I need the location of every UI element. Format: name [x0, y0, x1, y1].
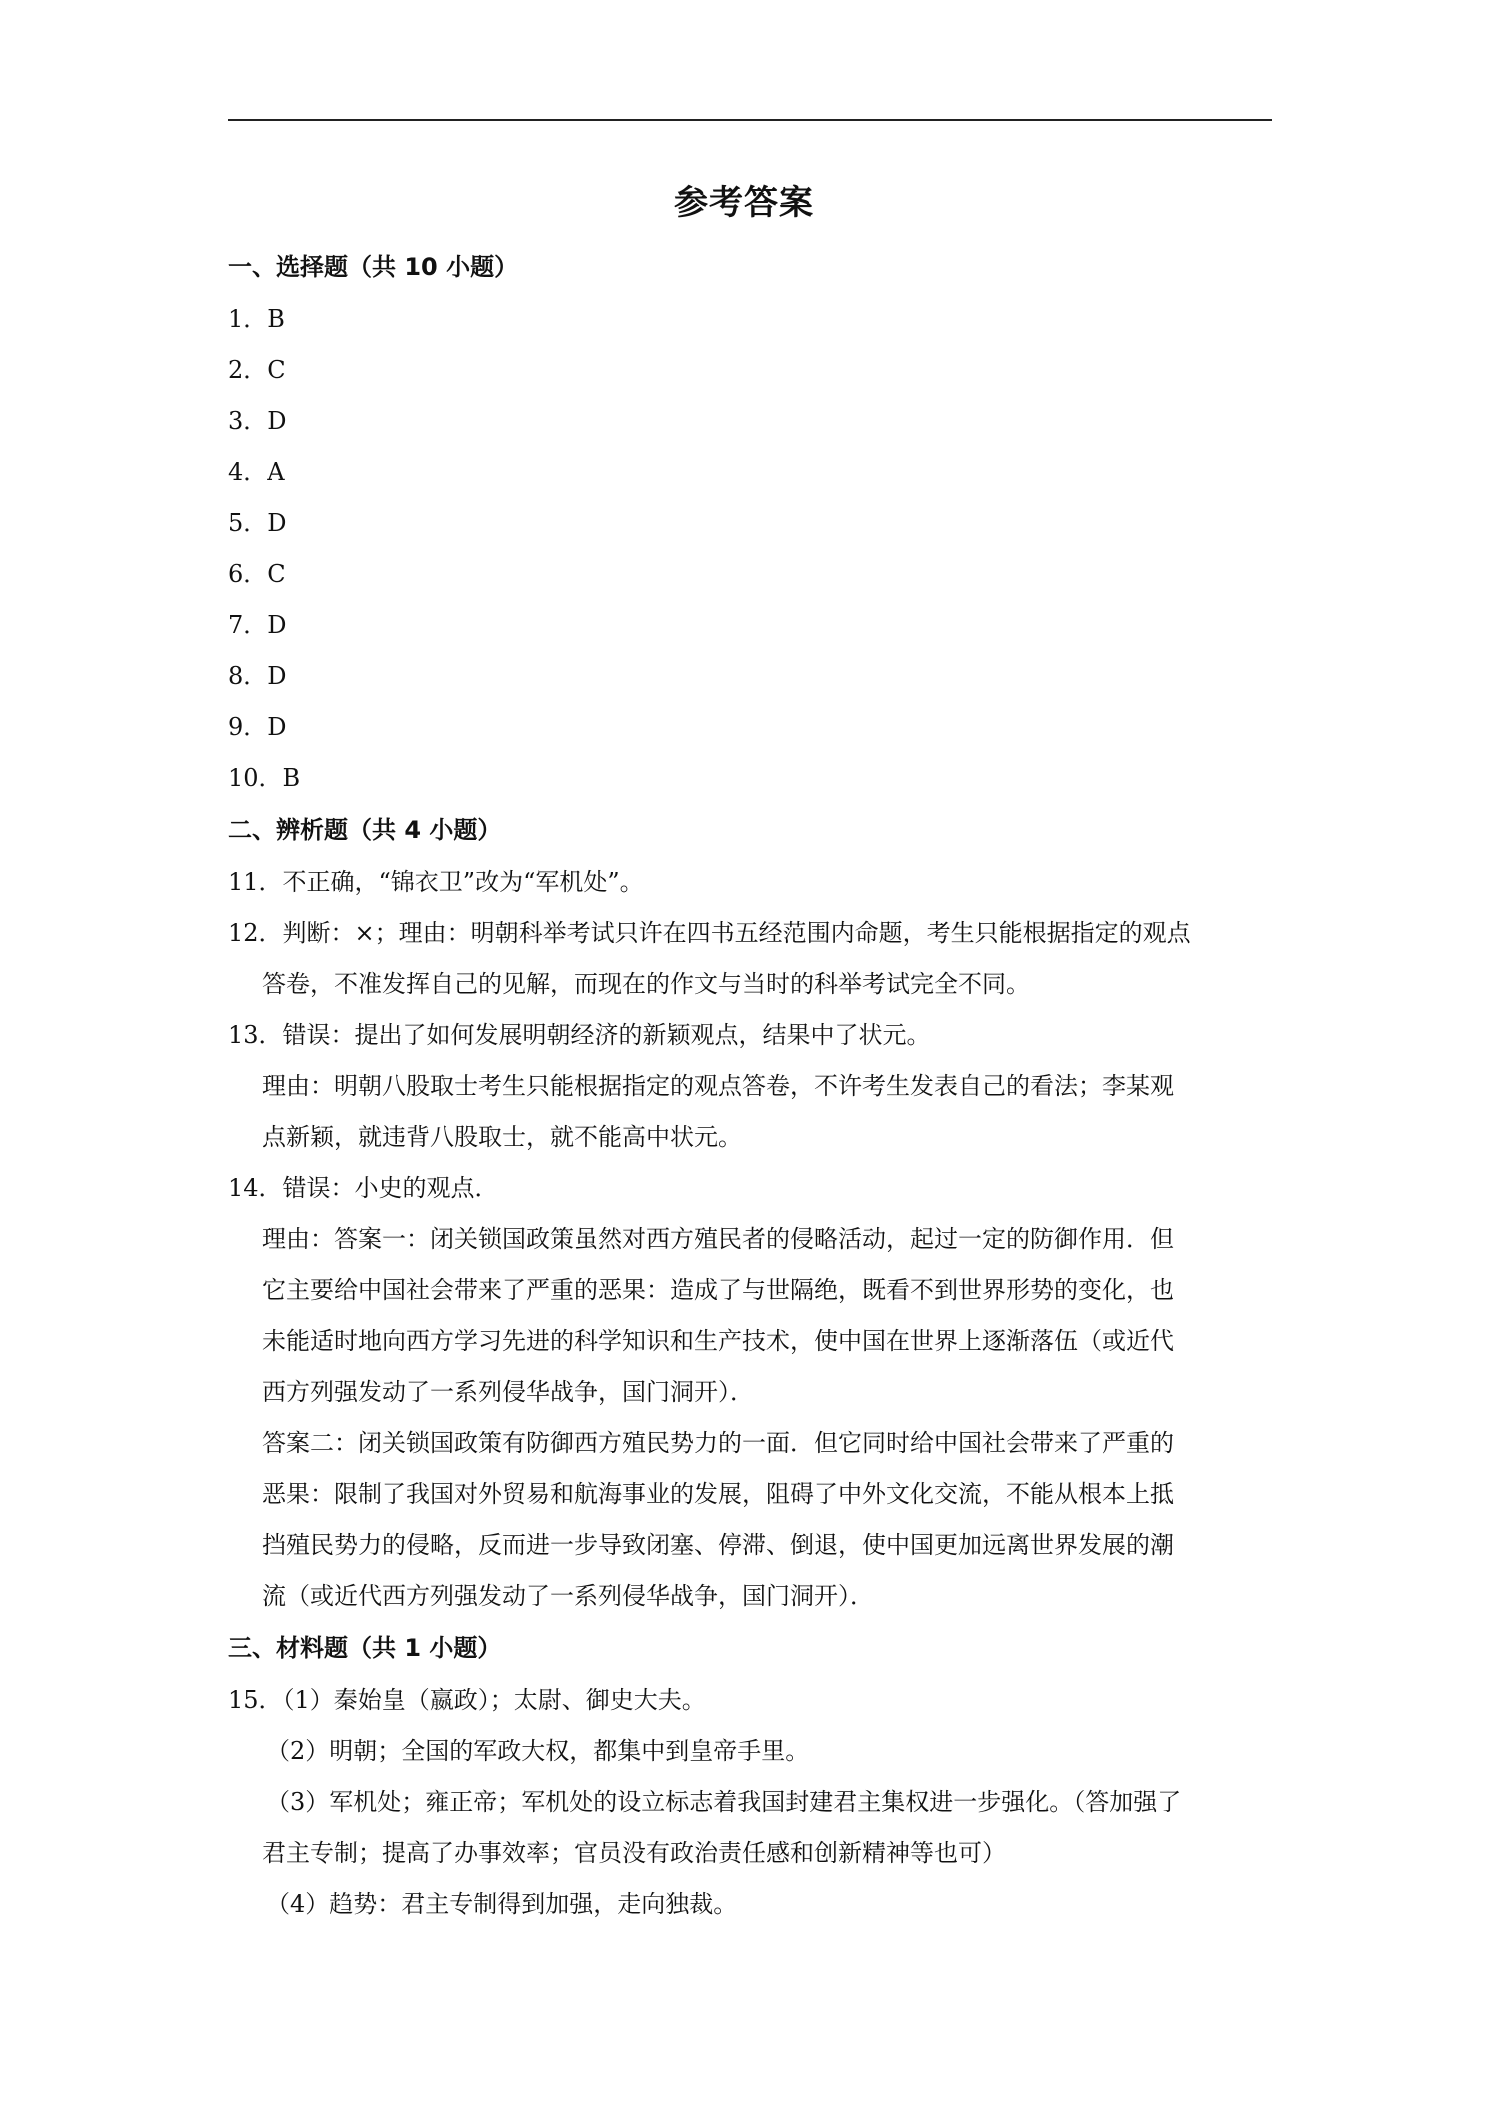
answer-line: 答卷，不准发挥自己的见解，而现在的作文与当时的科举考试完全不同。 [262, 970, 1030, 998]
answer-line: 点新颖，就违背八股取士，就不能高中状元。 [262, 1123, 742, 1151]
answer-line: 13．错误：提出了如何发展明朝经济的新颖观点，结果中了状元。 [228, 1021, 931, 1049]
answer-line: 未能适时地向西方学习先进的科学知识和生产技术，使中国在世界上逐渐落伍（或近代 [262, 1327, 1174, 1355]
answer-line: 答案二：闭关锁国政策有防御西方殖民势力的一面．但它同时给中国社会带来了严重的 [262, 1429, 1174, 1457]
answer-line: 理由：答案一：闭关锁国政策虽然对西方殖民者的侵略活动，起过一定的防御作用．但 [262, 1225, 1174, 1253]
answer-item: 8．D [228, 662, 287, 690]
answer-line: 11．不正确，“锦衣卫”改为“军机处”。 [228, 868, 644, 896]
header-rule [228, 119, 1272, 121]
answer-line: 14．错误：小史的观点． [228, 1174, 499, 1202]
section-heading-material: 三、材料题（共 1 小题） [228, 1634, 502, 1662]
answer-line: 15．（1）秦始皇（嬴政）；太尉、御史大夫。 [228, 1686, 706, 1714]
answer-line: （4）趋势：君主专制得到加强，走向独裁。 [266, 1890, 738, 1918]
answer-line: 挡殖民势力的侵略，反而进一步导致闭塞、停滞、倒退，使中国更加远离世界发展的潮 [262, 1531, 1174, 1559]
answer-item: 1．B [228, 305, 285, 333]
answer-line: （2）明朝；全国的军政大权，都集中到皇帝手里。 [266, 1737, 810, 1765]
answer-item: 7．D [228, 611, 287, 639]
answer-line: 理由：明朝八股取士考生只能根据指定的观点答卷，不许考生发表自己的看法；李某观 [262, 1072, 1174, 1100]
page-title: 参考答案 [674, 183, 814, 223]
answer-line: （3）军机处；雍正帝；军机处的设立标志着我国封建君主集权进一步强化。（答加强了 [266, 1788, 1182, 1816]
answer-item: 5．D [228, 509, 287, 537]
answer-line: 12．判断：×；理由：明朝科举考试只许在四书五经范围内命题，考生只能根据指定的观点 [228, 919, 1191, 947]
answer-line: 西方列强发动了一系列侵华战争，国门洞开）． [262, 1378, 754, 1406]
answer-line: 流（或近代西方列强发动了一系列侵华战争，国门洞开）． [262, 1582, 874, 1610]
answer-line: 君主专制；提高了办事效率；官员没有政治责任感和创新精神等也可） [262, 1839, 1006, 1867]
answer-item: 4．A [228, 458, 285, 486]
section-heading-analysis: 二、辨析题（共 4 小题） [228, 816, 502, 844]
answer-item: 3．D [228, 407, 287, 435]
answer-item: 9．D [228, 713, 287, 741]
answer-item: 6．C [228, 560, 286, 588]
answer-item: 2．C [228, 356, 286, 384]
answer-item: 10．B [228, 764, 301, 792]
answer-line: 恶果：限制了我国对外贸易和航海事业的发展，阻碍了中外文化交流，不能从根本上抵 [262, 1480, 1174, 1508]
section-heading-choice: 一、选择题（共 10 小题） [228, 253, 519, 281]
answer-line: 它主要给中国社会带来了严重的恶果：造成了与世隔绝，既看不到世界形势的变化，也 [262, 1276, 1174, 1304]
